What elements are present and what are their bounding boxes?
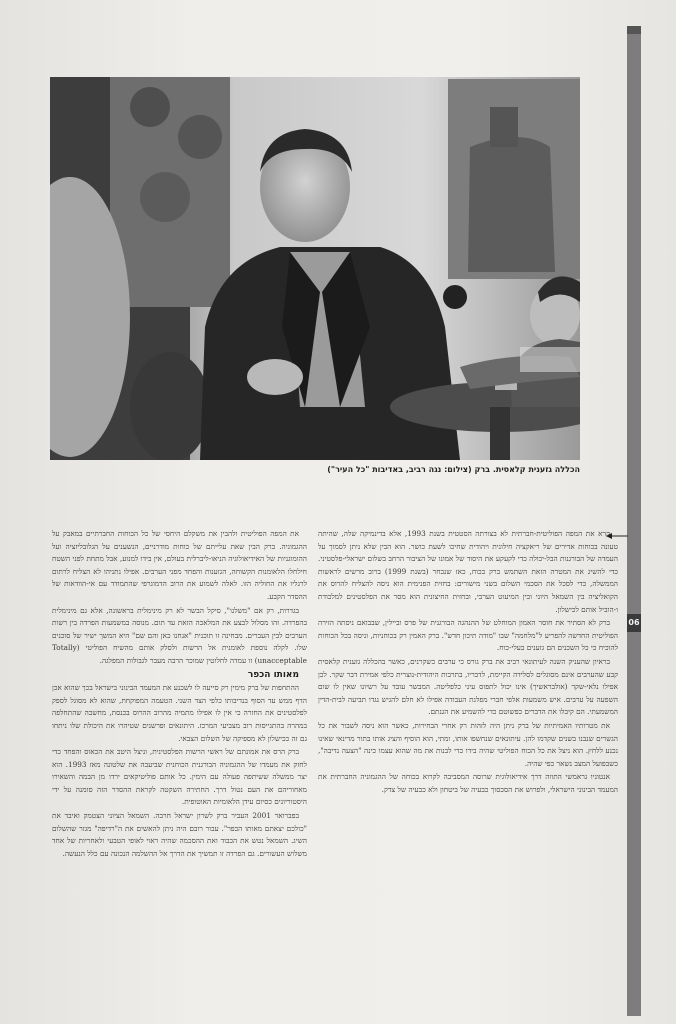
paragraph: ברק הרס את אמונתם של ראשי הרשות הפלסטינית, וניצל היטב את הכאוס והפחד כדי לחזק את מעמדו של ההגמוניה הבורגנית הכוחנית שביעבה את שלטונה מאז 1993. הוא יצר ממשלה ששיתפה פעולה עם הימין. כל אותם פוליטיקאים ירדו מן הבמה והשאירו מאחוריהם את העם נטול דרך. החתירה השקטה לקראת ההסדר הזה סומנה על ידי היסטוריונים כסיום עידן הלאומיות האוטופית. xyxy=(52,747,307,807)
page-number: 06 xyxy=(627,614,641,632)
paragraph: בפברואר 2001 העביר ברק לשרון ישראל חרבה. השמאל הציוני הצטמק ואיבד את "כולכם יצאתם מאותו הכפר". עבור רובם היה ניתן להאשים את ה"רדיפה" מגזר שהשלום השיג. השמאל נטש את הכבוד ואת ההסכמה שהיה ראוי לאופי הטבעי ולאחריות של אחד משלוש העשורים. גם הפרדה זו תמשיך את הדרך אל ההשלמה הנכונה עם כלל הנעשה. xyxy=(52,811,307,858)
paragraph: ההתחפות של ברק מימין רק סייעה לו לשכנע את המעמד הבינוני בישראל בכך שהוא אכן הדף ממש עד הסוף בנדיבותו כלפי הצד השני. הטעמה המפוקחת, שהוא לא מסוגל לספק לפלסטינים את החזרה כי אין לו אפילו מתמיה מהרוב ההרוס בכנסת, מחשבה שהתחלפה במהרה בהתגייסות רוב מצביעי המרכז. היתונאים ופרשנים שטיהרו את היכולת שלו ניתחו גם זה ככישלון לא מספיקה של השלום הצבאי. xyxy=(52,683,307,743)
page-edge-bar xyxy=(627,26,641,1016)
article-column-right xyxy=(318,528,618,796)
paragraph: בגדרות, רק אם "משלנו", סיקל הבשר לא רק מינימלית בראשונה, אלא גם מינימלית בהפרדה. זהו מסלול לבצע את המלאכה הזאת עד תום. מנוסה במשמעות הפרדה בין רשות הערבים לבין העברים. מבחינה זו תוכנית "אנחנו כאן והם שם" היא המשך ישיר של סוכנים שלו. לקלה נוספת לאומנית אל הרשות ולסלק אותם מהשיח הפוליטי (Totally unacceptable) זו עמדה לחלוטין שמוכר הרבה מעבר לגבולות המפלגה. xyxy=(52,605,307,665)
paragraph: בראיון שהעניק השנה לעיתונאי רביב את ברק גורס כי ערבים כשקרנים, כאשר בהכללה גזענית קלאסית קבע שהערבים אינם מסוגלים לסלידה הקיימת, לדבריו, בתרבות היהודית-נוצרית כלפי אמירת דבר שקר. לכן אפילו נלאי-שקר (אולבראשיך) אינו יכול לתפוס עיני כלפליטה. המבשר עובד על רשיונו שאין לו שום השפעה על ערבים. איש משמעות אלפי חברי מפלגת העבודה אפילו לא חלם להגיש נגדו תביעה לבית-הדין המשמעתי. הם קיבלו את הדברים כפשוטם כדי להשמיע את הגנתם. xyxy=(318,656,618,717)
article-photo xyxy=(50,77,580,460)
article-column-left xyxy=(52,528,307,860)
paragraph: את המפה הפוליטית ולהבין את משקלם היחסי של כל הכוחות החברתיים במאבק על ההגמוניה. ברק הבין שאת עלייתם של כוחות מודרניים, הנשענים על הגלובליזציה ועל ההומוגניות של האידיאולוגיה הניאו-ליברלית בעולם, אין בידו למנוע, אבל מתחת לפני השטח חילחלו הלאומנות הקשוחה, הגזענות והפחד מפני הערבים. אפילו נתניהו לא הצליח לרתום לרגליו את החוליה הזו. לאלה לשמוע את הרוב הדמוגרפי שהתמודד עם אי-הוודאות של ההסדר הקבע. xyxy=(52,529,307,601)
photo-caption: הכללה גזענית קלאסית. ברק (צילום: נגה רביב, באדיבות "כל העיר") xyxy=(327,465,580,474)
paragraph: את מטרותיו האמיתיות של ברק ניתן היה לזהות רק אחרי הבחירות, כאשר הוא ניסה לשבור את כל הגשרים שנבנו בשנים שקדמו להן. עיתונאים שנחשפו אותו, ומתי, הוא הוסיף והציג אותו בתור מדינאי שאינו נכנע ללחץ. הוא ניצל את כל הכוח הפוליטי שהיה בידו כדי לבנות את מה שהוא עצמו כינה "הצעה נדיבה", כשבפועל המצב נשאר כפי שהיה. xyxy=(318,720,618,768)
paragraph: ברק לא הסתיר את חוסר האמון המוחלט של ההנהגה הבורגנית של פרס וביילין, שבבואם ניסתה הזירה הפוליטית החדשה להפריע ל"מלחמה" שבו "מודה תיכון חדש". ברק האמין רק בכוחניות, וניסה בכל הכוחות להוכיח כי כל השכנים הם גזענים בעלי-כוח. xyxy=(318,618,618,653)
paragraph: קרא את המפה הפוליטית-חברתית לא בצורתה הסטטית בשנת 1993, אלא בדינמיקה שלה, שהיתה טעונה בכוחות אדירים של ריאקציה חילונית ויהודית שחיכו לשעת כושר. הוא הבין שלא ניתן לסמוך על העמדה של הבורגנות הבל-יכולה כדי לקעקע את היסוד של אמונו של הציבור הרחב בשלום ישראלי-פלסטיני. כדי להשיג את המטרה הזאת השתמש ברק בכוח, כאז שנבחר (בשנת 1999) ברוב מרשים לראשות הממשלה, כדי לסכל את הסכמי השלום בשני מישורים: בחזית הפנימית הוא ניסה להצליח להרוס את הקואליציה בין השמאל היוני ובין המיעוט הערבי, ובחזית החיצונית הוא מסר את הפלסטינים למלכודת ו-הוביל אותם לכישלון. xyxy=(318,529,618,614)
section-subheading: מאותו הכפר xyxy=(247,669,299,680)
paragraph: אנטוניו גראמשי התווה דרך אידיאולוגית שרוסה המסביבה לקרוא בכוחה של ההגמוניה החברתית את המעמד הבינוני הישראלי, ולפרוש את הסכסוך כבעיה של ביטחון ולא כבעיה של צדק. xyxy=(318,772,618,794)
